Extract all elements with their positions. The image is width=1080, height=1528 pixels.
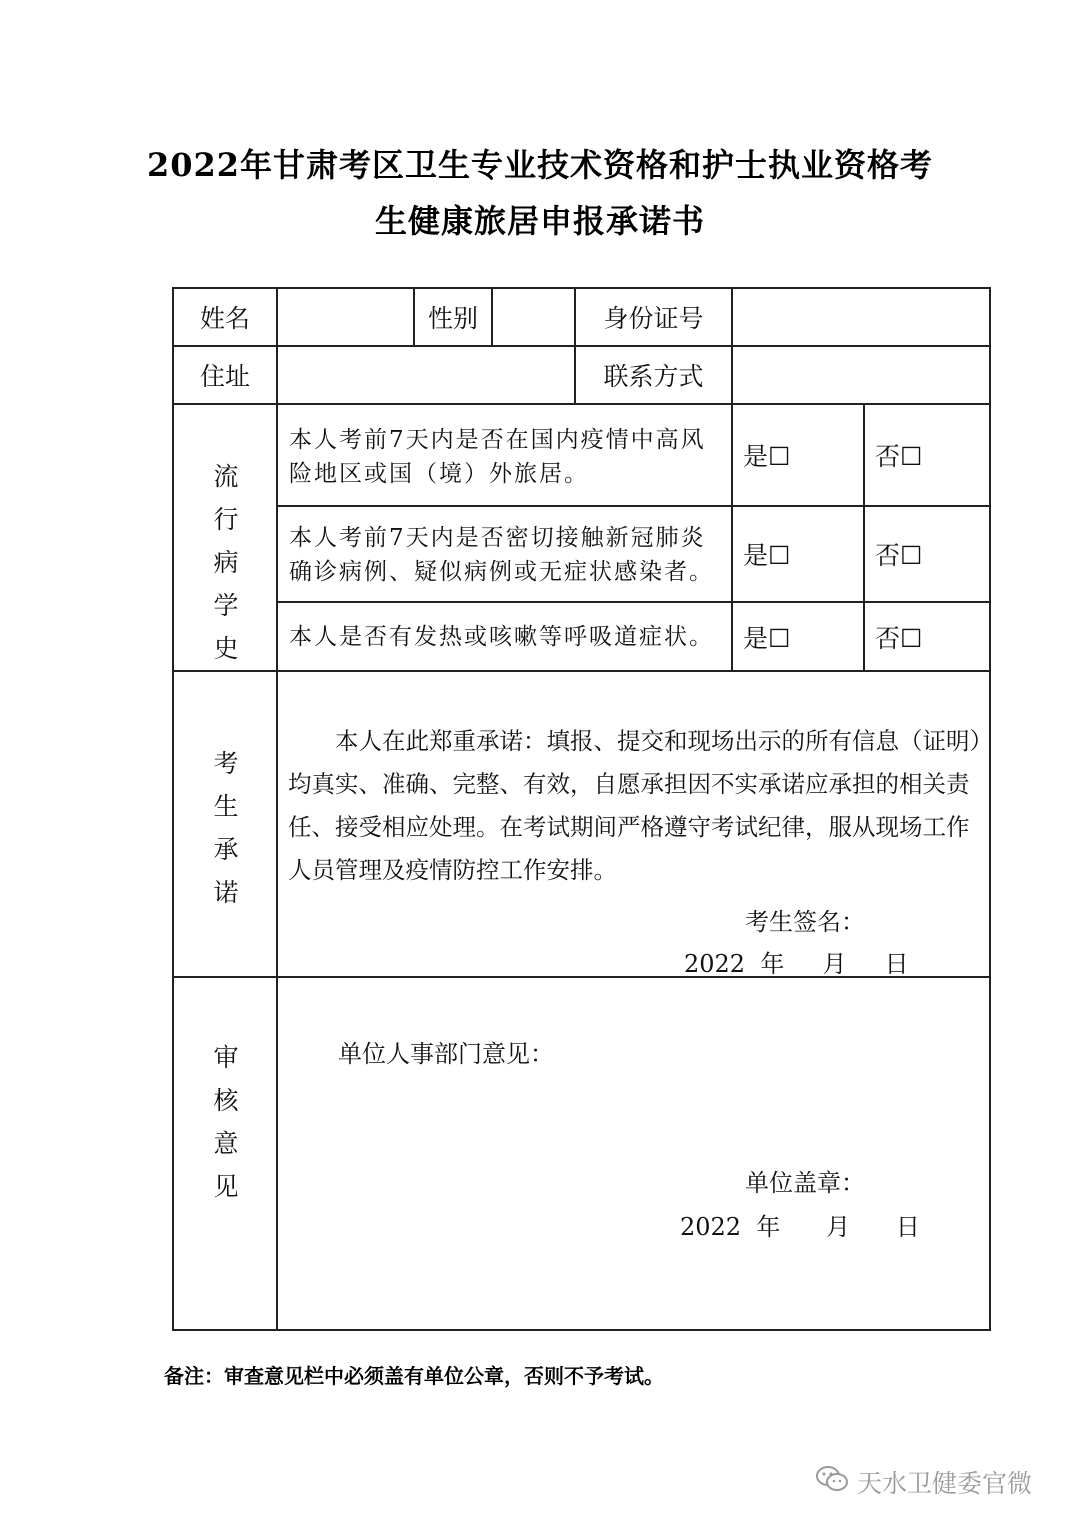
section-char: 见 bbox=[213, 1172, 239, 1201]
section-char: 审 bbox=[213, 1043, 239, 1072]
footer-note: 备注：审查意见栏中必须盖有单位公章，否则不予考试。 bbox=[164, 1364, 664, 1388]
section-char: 核 bbox=[213, 1086, 239, 1115]
section-char: 流 bbox=[213, 462, 239, 491]
watermark-text: 天水卫健委官微 bbox=[857, 1469, 1033, 1498]
table-line bbox=[172, 670, 991, 672]
seal-label: 单位盖章： bbox=[745, 1169, 865, 1197]
table-border-right bbox=[989, 287, 991, 1331]
review-section-label bbox=[174, 1036, 278, 1208]
question-contact bbox=[289, 521, 714, 589]
contact-field[interactable] bbox=[733, 347, 989, 403]
travel-yes-checkbox[interactable]: 是☐ bbox=[743, 442, 791, 471]
id-number-label: 身份证号 bbox=[603, 304, 704, 333]
epidemiology-section-label bbox=[174, 455, 278, 670]
contact-yes-checkbox[interactable]: 是☐ bbox=[743, 541, 791, 570]
gender-label: 性别 bbox=[427, 304, 478, 333]
watermark bbox=[815, 1464, 1032, 1500]
section-char: 病 bbox=[213, 548, 239, 577]
section-char: 史 bbox=[213, 634, 239, 663]
wechat-icon bbox=[815, 1465, 849, 1499]
name-label: 姓名 bbox=[199, 304, 250, 333]
contact-label: 联系方式 bbox=[603, 362, 704, 391]
question-line: 险地区或国（境）外旅居。 bbox=[289, 461, 589, 487]
pledge-section-label bbox=[174, 742, 278, 914]
table-border-bottom bbox=[172, 1329, 991, 1331]
contact-no-checkbox[interactable]: 否☐ bbox=[875, 541, 923, 570]
review-date: 2022 年 月 日 bbox=[680, 1213, 920, 1241]
section-char: 意 bbox=[213, 1129, 239, 1158]
pledge-date: 2022 年 月 日 bbox=[684, 950, 909, 978]
document-title-line1: 2022年甘肃考区卫生专业技术资格和护士执业资格考 bbox=[146, 146, 934, 184]
question-travel bbox=[289, 423, 706, 491]
address-label: 住址 bbox=[199, 362, 250, 391]
section-char: 行 bbox=[213, 505, 239, 534]
section-char: 承 bbox=[213, 835, 239, 864]
section-char: 考 bbox=[213, 749, 239, 778]
gender-field[interactable] bbox=[493, 289, 574, 345]
symptoms-yes-checkbox[interactable]: 是☐ bbox=[743, 623, 791, 653]
signature-label: 考生签名： bbox=[745, 908, 865, 936]
dept-opinion-label: 单位人事部门意见： bbox=[338, 1040, 554, 1068]
question-line: 本人是否有发热或咳嗽等呼吸道症状。 bbox=[289, 624, 714, 650]
symptoms-no-checkbox[interactable]: 否☐ bbox=[875, 623, 923, 653]
id-number-field[interactable] bbox=[733, 289, 989, 345]
section-char: 生 bbox=[213, 792, 239, 821]
question-line: 本人考前7天内是否密切接触新冠肺炎 bbox=[289, 525, 706, 551]
document-title-line2: 生健康旅居申报承诺书 bbox=[374, 202, 705, 240]
question-line: 确诊病例、疑似病例或无症状感染者。 bbox=[289, 559, 714, 585]
travel-no-checkbox[interactable]: 否☐ bbox=[875, 442, 923, 471]
name-field[interactable] bbox=[278, 289, 413, 345]
question-symptoms bbox=[289, 620, 714, 654]
pledge-text: 本人在此郑重承诺：填报、提交和现场出示的所有信息（证明）均真实、准确、完整、有效，自愿承担因不实承诺应承担的相关责任、接受相应处理。在考试期间严格遵守考试纪律，服从现场工作人员管理及疫情防控工作安排。 bbox=[288, 727, 982, 884]
section-char: 诺 bbox=[213, 878, 239, 907]
address-field[interactable] bbox=[278, 347, 574, 403]
question-line: 本人考前7天内是否在国内疫情中高风 bbox=[289, 427, 706, 453]
section-char: 学 bbox=[213, 591, 239, 620]
